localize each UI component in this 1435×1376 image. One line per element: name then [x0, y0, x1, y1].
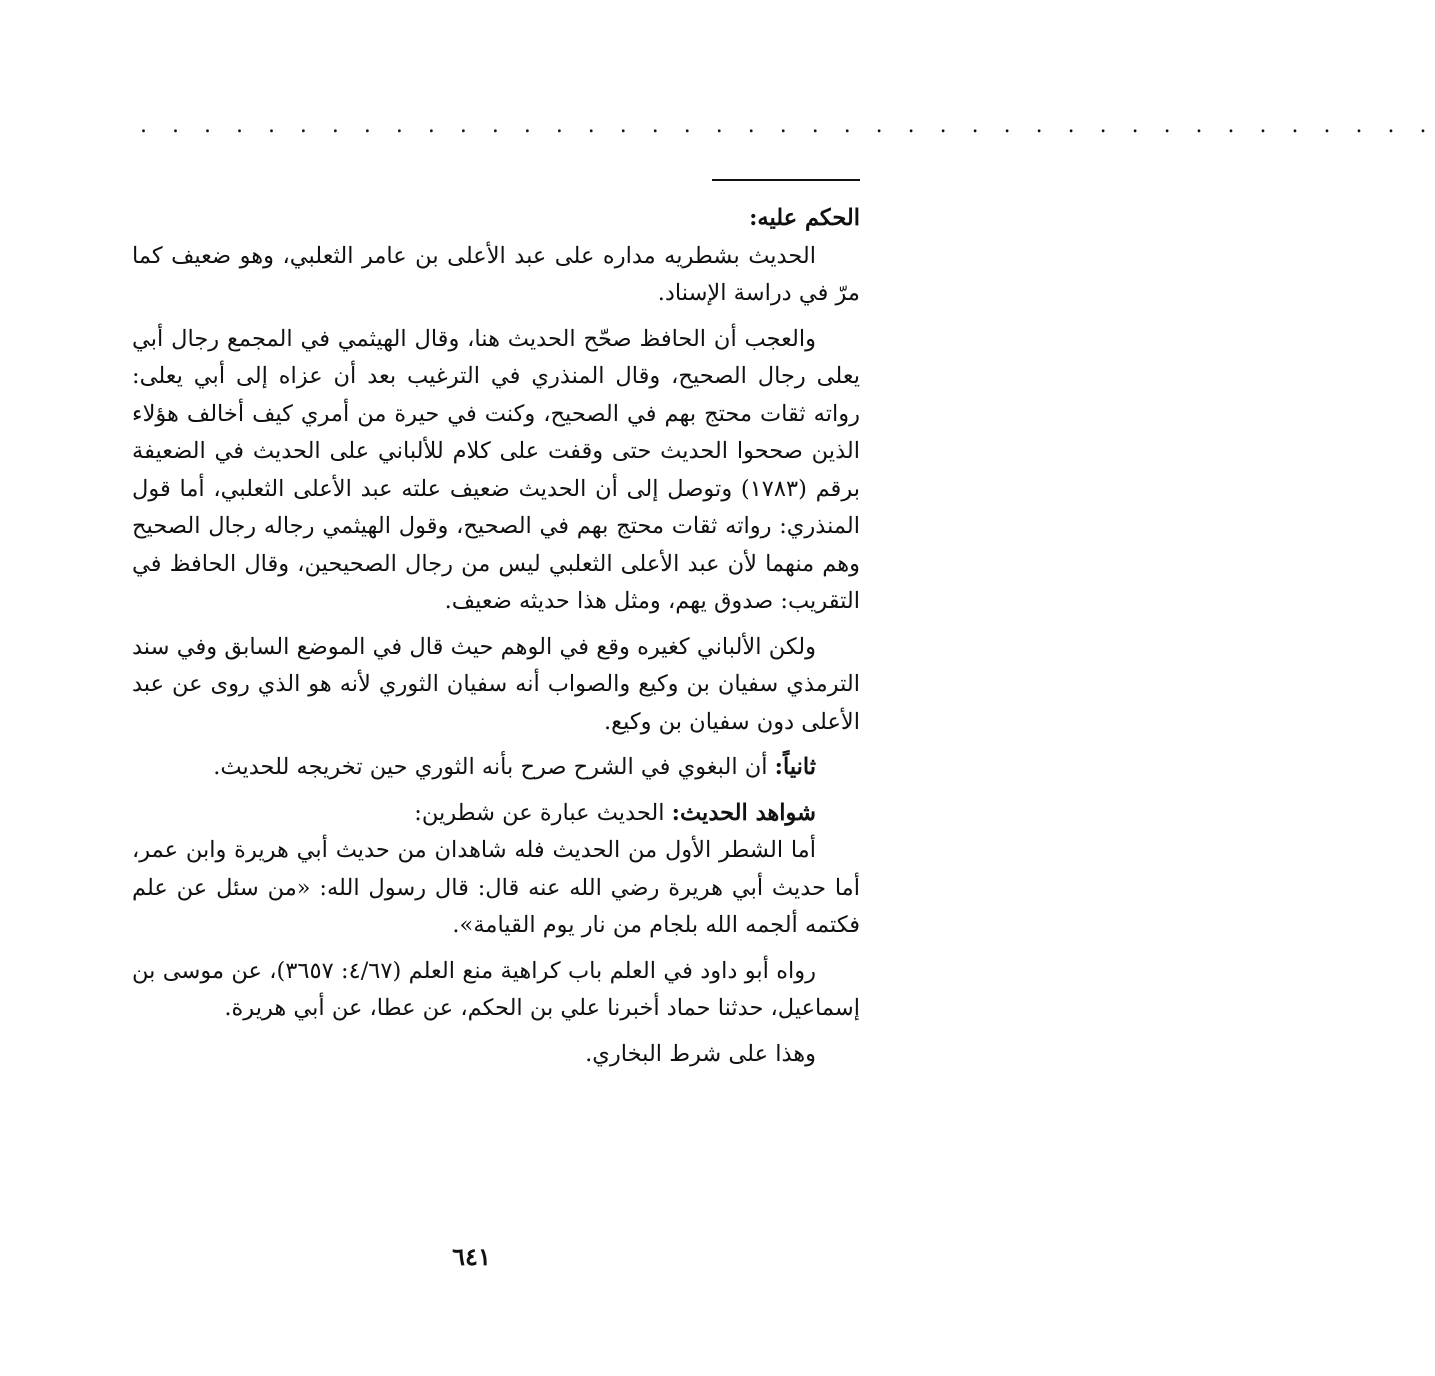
paragraph-5-text: الحديث عبارة عن شطرين: — [414, 799, 672, 826]
dotted-separator: . . . . . . . . . . . . . . . . . . . . . . . . . . . . . . . . . . . . . . . . . — [140, 113, 1435, 138]
paragraph-7: رواه أبو داود في العلم باب كراهية منع العلم (٤/٦٧: ٣٦٥٧)، عن موسى بن إسماعيل، حدثنا حماد أخبرنا علي بن الحكم، عن عطا، عن أبي هريرة. — [132, 957, 860, 1021]
paragraph-1: الحديث بشطريه مداره على عبد الأعلى بن عامر الثعلبي، وهو ضعيف كما مرّ في دراسة الإسناد. — [132, 242, 860, 306]
paragraph-5 — [132, 795, 860, 833]
paragraph-2: والعجب أن الحافظ صحّح الحديث هنا، وقال الهيثمي في المجمع رجال أبي يعلى رجال الصحيح، وقال المنذري في الترغيب بعد أن عزاه إلى أبي يعلى: رواته ثقات محتج بهم في الصحيح، وكنت في حيرة من أمري كيف أخالف هؤلاء الذين صححوا الحديث حتى وقفت على كلام للألباني على الحديث في الضعيفة برقم (١٧٨٣) وتوصل إلى أن الحديث ضعيف علته عبد الأعلى الثعلبي، أما قول المنذري: رواته ثقات محتج بهم في الصحيح، وقول الهيثمي رجاله رجال الصحيح وهم منهما لأن عبد الأعلى الثعلبي ليس من رجال الصحيحين، وقال الحافظ في التقريب: صدوق يهم، ومثل هذا حديثه ضعيف. — [132, 325, 860, 614]
paragraph-8: وهذا على شرط البخاري. — [585, 1040, 816, 1067]
paragraph-3: ولكن الألباني كغيره وقع في الوهم حيث قال في الموضع السابق وفي سند الترمذي سفيان بن وكيع والصواب أنه سفيان الثوري لأنه هو الذي روى عن عبد الأعلى دون سفيان بن وكيع. — [132, 633, 860, 735]
footnote-rule — [712, 179, 860, 181]
paragraph-4 — [132, 749, 860, 787]
paragraph-4-text: أن البغوي في الشرح صرح بأنه الثوري حين تخريجه للحديث. — [213, 754, 775, 780]
paragraph-5-lead: شواهد الحديث: — [671, 799, 816, 826]
page-number: ٦٤١ — [452, 1242, 491, 1271]
paragraph-6: أما الشطر الأول من الحديث فله شاهدان من حديث أبي هريرة وابن عمر، أما حديث أبي هريرة رضي الله عنه قال: قال رسول الله: «من سئل عن علم فكتمه ألجمه الله بلجام من نار يوم القيامة». — [132, 837, 860, 938]
section-heading: الحكم عليه: — [749, 205, 860, 231]
page-body — [132, 200, 860, 1073]
paragraph-4-lead: ثانياً: — [774, 754, 816, 780]
